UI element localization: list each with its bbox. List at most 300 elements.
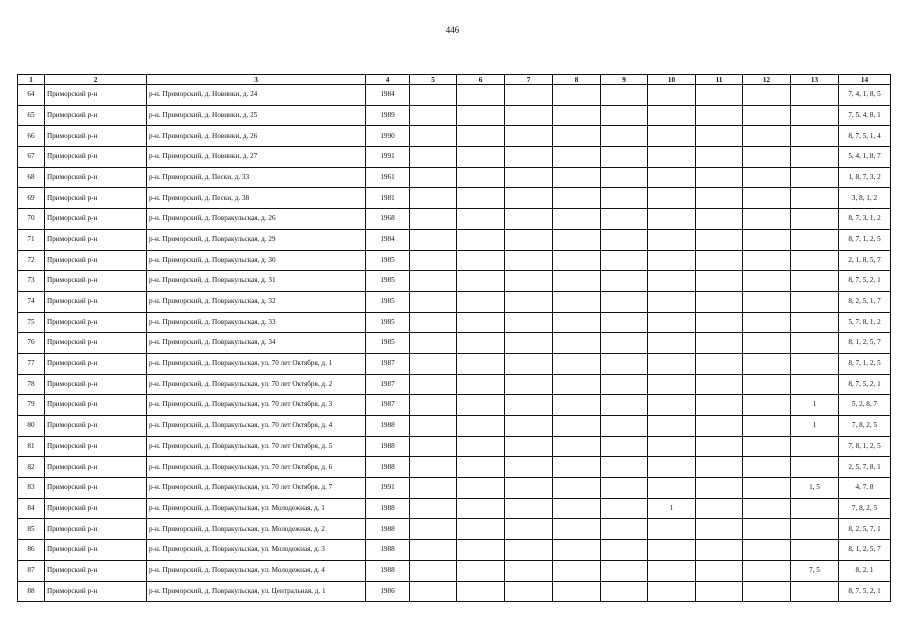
column-10-cell (648, 105, 696, 126)
district-cell: Приморский р-н (45, 560, 147, 581)
address-cell: р-н. Приморский, д. Пески, д. 33 (147, 167, 366, 188)
column-5-cell (410, 333, 457, 354)
district-cell: Приморский р-н (45, 312, 147, 333)
column-7-cell (505, 395, 553, 416)
column-9-cell (601, 250, 648, 271)
column-11-cell (696, 416, 743, 437)
column-14-cell: 8, 7, 5, 2, 1 (839, 271, 891, 292)
column-5-cell (410, 540, 457, 561)
row-number-cell: 71 (18, 229, 45, 250)
row-number-cell: 73 (18, 271, 45, 292)
address-cell: р-н. Приморский, д. Повракульская, д. 29 (147, 229, 366, 250)
column-5-cell (410, 271, 457, 292)
column-5-cell (410, 498, 457, 519)
column-14-cell: 8, 2, 1 (839, 560, 891, 581)
column-5-cell (410, 126, 457, 147)
year-cell: 1988 (366, 498, 410, 519)
column-11-cell (696, 581, 743, 602)
table-row (18, 229, 891, 250)
year-cell: 1987 (366, 374, 410, 395)
district-cell: Приморский р-н (45, 167, 147, 188)
column-11-cell (696, 519, 743, 540)
column-14-cell: 5, 4, 1, 8, 7 (839, 147, 891, 168)
column-12-cell (743, 395, 791, 416)
district-cell: Приморский р-н (45, 436, 147, 457)
district-cell: Приморский р-н (45, 147, 147, 168)
year-cell: 1988 (366, 436, 410, 457)
column-6-cell (457, 498, 505, 519)
district-cell: Приморский р-н (45, 353, 147, 374)
column-11-cell (696, 457, 743, 478)
column-8-cell (553, 436, 601, 457)
column-12-cell (743, 167, 791, 188)
address-cell: р-н. Приморский, д. Новинки, д. 26 (147, 126, 366, 147)
column-9-cell (601, 85, 648, 106)
column-header: 7 (505, 75, 553, 85)
column-10-cell (648, 333, 696, 354)
column-11-cell (696, 85, 743, 106)
column-9-cell (601, 312, 648, 333)
column-6-cell (457, 105, 505, 126)
table-row (18, 395, 891, 416)
district-cell: Приморский р-н (45, 581, 147, 602)
column-6-cell (457, 85, 505, 106)
column-5-cell (410, 209, 457, 230)
column-10-cell (648, 209, 696, 230)
column-8-cell (553, 105, 601, 126)
column-6-cell (457, 395, 505, 416)
district-cell: Приморский р-н (45, 395, 147, 416)
column-6-cell (457, 271, 505, 292)
column-8-cell (553, 271, 601, 292)
column-6-cell (457, 147, 505, 168)
year-cell: 1984 (366, 229, 410, 250)
address-cell: р-н. Приморский, д. Новинки, д. 27 (147, 147, 366, 168)
column-11-cell (696, 395, 743, 416)
row-number-cell: 87 (18, 560, 45, 581)
table-row (18, 519, 891, 540)
column-header: 6 (457, 75, 505, 85)
column-7-cell (505, 188, 553, 209)
row-number-cell: 74 (18, 291, 45, 312)
column-5-cell (410, 519, 457, 540)
column-5-cell (410, 250, 457, 271)
address-cell: р-н. Приморский, д. Повракульская, ул. Центральная, д. 1 (147, 581, 366, 602)
address-cell: р-н. Приморский, д. Повракульская, ул. Молодежная, д. 3 (147, 540, 366, 561)
district-cell: Приморский р-н (45, 540, 147, 561)
column-8-cell (553, 250, 601, 271)
column-9-cell (601, 374, 648, 395)
column-13-cell (791, 105, 839, 126)
column-8-cell (553, 353, 601, 374)
column-12-cell (743, 229, 791, 250)
column-6-cell (457, 209, 505, 230)
row-number-cell: 85 (18, 519, 45, 540)
row-number-cell: 83 (18, 478, 45, 499)
column-7-cell (505, 229, 553, 250)
row-number-cell: 65 (18, 105, 45, 126)
year-cell: 1985 (366, 312, 410, 333)
year-cell: 1990 (366, 126, 410, 147)
address-cell: р-н. Приморский, д. Повракульская, ул. 70 лет Октября, д. 6 (147, 457, 366, 478)
column-9-cell (601, 147, 648, 168)
column-6-cell (457, 478, 505, 499)
column-5-cell (410, 105, 457, 126)
column-8-cell (553, 519, 601, 540)
column-7-cell (505, 498, 553, 519)
column-14-cell: 8, 2, 5, 7, 1 (839, 519, 891, 540)
column-5-cell (410, 416, 457, 437)
column-7-cell (505, 105, 553, 126)
column-14-cell: 7, 4, 1, 8, 5 (839, 85, 891, 106)
table-row (18, 540, 891, 561)
column-12-cell (743, 353, 791, 374)
column-5-cell (410, 353, 457, 374)
address-cell: р-н. Приморский, д. Повракульская, ул. 70 лет Октября, д. 5 (147, 436, 366, 457)
column-10-cell (648, 457, 696, 478)
column-7-cell (505, 85, 553, 106)
column-13-cell (791, 126, 839, 147)
column-13-cell (791, 333, 839, 354)
column-6-cell (457, 374, 505, 395)
column-13-cell (791, 519, 839, 540)
year-cell: 1988 (366, 416, 410, 437)
column-5-cell (410, 147, 457, 168)
column-6-cell (457, 519, 505, 540)
column-5-cell (410, 457, 457, 478)
district-cell: Приморский р-н (45, 478, 147, 499)
column-9-cell (601, 209, 648, 230)
row-number-cell: 81 (18, 436, 45, 457)
column-11-cell (696, 312, 743, 333)
column-8-cell (553, 147, 601, 168)
column-13-cell: 7, 5 (791, 560, 839, 581)
column-13-cell (791, 229, 839, 250)
row-number-cell: 80 (18, 416, 45, 437)
column-14-cell: 8, 7, 5, 2, 1 (839, 374, 891, 395)
column-7-cell (505, 126, 553, 147)
table-row (18, 250, 891, 271)
district-cell: Приморский р-н (45, 333, 147, 354)
row-number-cell: 64 (18, 85, 45, 106)
address-cell: р-н. Приморский, д. Повракульская, ул. 70 лет Октября, д. 4 (147, 416, 366, 437)
column-9-cell (601, 167, 648, 188)
column-9-cell (601, 436, 648, 457)
address-cell: р-н. Приморский, д. Повракульская, ул. Молодежная, д. 4 (147, 560, 366, 581)
column-14-cell: 8, 1, 2, 5, 7 (839, 540, 891, 561)
table-row (18, 271, 891, 292)
column-header: 11 (696, 75, 743, 85)
table-row (18, 312, 891, 333)
table-row (18, 85, 891, 106)
year-cell: 1985 (366, 333, 410, 354)
column-8-cell (553, 416, 601, 437)
column-10-cell (648, 374, 696, 395)
column-8-cell (553, 167, 601, 188)
column-12-cell (743, 478, 791, 499)
column-10-cell (648, 126, 696, 147)
column-14-cell: 8, 1, 2, 5, 7 (839, 333, 891, 354)
column-14-cell: 8, 7, 1, 2, 5 (839, 229, 891, 250)
column-7-cell (505, 436, 553, 457)
column-14-cell: 2, 5, 7, 8, 1 (839, 457, 891, 478)
year-cell: 1991 (366, 478, 410, 499)
year-cell: 1985 (366, 291, 410, 312)
column-5-cell (410, 478, 457, 499)
column-header: 14 (839, 75, 891, 85)
column-12-cell (743, 312, 791, 333)
column-12-cell (743, 188, 791, 209)
column-14-cell: 3, 8, 1, 2 (839, 188, 891, 209)
column-7-cell (505, 353, 553, 374)
column-6-cell (457, 540, 505, 561)
column-9-cell (601, 560, 648, 581)
district-cell: Приморский р-н (45, 374, 147, 395)
column-7-cell (505, 271, 553, 292)
column-13-cell (791, 188, 839, 209)
column-5-cell (410, 312, 457, 333)
district-cell: Приморский р-н (45, 105, 147, 126)
row-number-cell: 79 (18, 395, 45, 416)
column-14-cell: 5, 7, 8, 1, 2 (839, 312, 891, 333)
column-13-cell (791, 250, 839, 271)
column-12-cell (743, 126, 791, 147)
column-9-cell (601, 105, 648, 126)
year-cell: 1988 (366, 540, 410, 561)
column-9-cell (601, 395, 648, 416)
column-14-cell: 7, 8, 2, 5 (839, 498, 891, 519)
column-header: 3 (147, 75, 366, 85)
column-10-cell (648, 416, 696, 437)
column-11-cell (696, 374, 743, 395)
column-5-cell (410, 560, 457, 581)
address-cell: р-н. Приморский, д. Повракульская, ул. 70 лет Октября, д. 2 (147, 374, 366, 395)
column-13-cell (791, 209, 839, 230)
row-number-cell: 76 (18, 333, 45, 354)
column-7-cell (505, 250, 553, 271)
column-14-cell: 7, 5, 4, 8, 1 (839, 105, 891, 126)
column-14-cell: 8, 7, 5, 2, 1 (839, 581, 891, 602)
column-10-cell (648, 312, 696, 333)
column-11-cell (696, 209, 743, 230)
address-cell: р-н. Приморский, д. Пески, д. 38 (147, 188, 366, 209)
column-13-cell (791, 85, 839, 106)
column-10-cell (648, 291, 696, 312)
column-header: 5 (410, 75, 457, 85)
table-row (18, 167, 891, 188)
table-row (18, 581, 891, 602)
column-8-cell (553, 478, 601, 499)
address-cell: р-н. Приморский, д. Повракульская, д. 33 (147, 312, 366, 333)
row-number-cell: 78 (18, 374, 45, 395)
column-11-cell (696, 498, 743, 519)
column-6-cell (457, 353, 505, 374)
column-13-cell (791, 147, 839, 168)
column-13-cell (791, 374, 839, 395)
column-13-cell (791, 581, 839, 602)
year-cell: 1984 (366, 85, 410, 106)
column-11-cell (696, 560, 743, 581)
column-8-cell (553, 333, 601, 354)
row-number-cell: 70 (18, 209, 45, 230)
column-10-cell: 1 (648, 498, 696, 519)
column-12-cell (743, 291, 791, 312)
column-header: 12 (743, 75, 791, 85)
year-cell: 1961 (366, 167, 410, 188)
column-14-cell: 8, 7, 1, 2, 5 (839, 353, 891, 374)
column-8-cell (553, 457, 601, 478)
column-7-cell (505, 333, 553, 354)
row-number-cell: 75 (18, 312, 45, 333)
district-cell: Приморский р-н (45, 519, 147, 540)
column-14-cell: 8, 2, 5, 1, 7 (839, 291, 891, 312)
address-cell: р-н. Приморский, д. Повракульская, д. 34 (147, 333, 366, 354)
table-row (18, 374, 891, 395)
column-6-cell (457, 188, 505, 209)
column-8-cell (553, 581, 601, 602)
table-row (18, 498, 891, 519)
row-number-cell: 86 (18, 540, 45, 561)
column-10-cell (648, 271, 696, 292)
district-cell: Приморский р-н (45, 126, 147, 147)
column-10-cell (648, 188, 696, 209)
column-5-cell (410, 374, 457, 395)
row-number-cell: 67 (18, 147, 45, 168)
table-row (18, 147, 891, 168)
column-11-cell (696, 353, 743, 374)
column-13-cell (791, 457, 839, 478)
column-11-cell (696, 167, 743, 188)
address-cell: р-н. Приморский, д. Повракульская, д. 31 (147, 271, 366, 292)
column-14-cell: 5, 2, 8, 7 (839, 395, 891, 416)
column-12-cell (743, 581, 791, 602)
column-10-cell (648, 478, 696, 499)
table-row (18, 436, 891, 457)
column-13-cell (791, 436, 839, 457)
table-row (18, 353, 891, 374)
year-cell: 1985 (366, 271, 410, 292)
year-cell: 1968 (366, 209, 410, 230)
table-row (18, 126, 891, 147)
column-8-cell (553, 291, 601, 312)
column-header: 4 (366, 75, 410, 85)
column-9-cell (601, 188, 648, 209)
column-10-cell (648, 353, 696, 374)
column-8-cell (553, 374, 601, 395)
column-12-cell (743, 498, 791, 519)
column-8-cell (553, 85, 601, 106)
address-cell: р-н. Приморский, д. Повракульская, д. 26 (147, 209, 366, 230)
column-6-cell (457, 560, 505, 581)
column-header: 2 (45, 75, 147, 85)
column-8-cell (553, 498, 601, 519)
column-9-cell (601, 540, 648, 561)
row-number-cell: 68 (18, 167, 45, 188)
column-header: 10 (648, 75, 696, 85)
column-9-cell (601, 333, 648, 354)
column-7-cell (505, 374, 553, 395)
column-9-cell (601, 353, 648, 374)
district-cell: Приморский р-н (45, 229, 147, 250)
column-8-cell (553, 312, 601, 333)
column-6-cell (457, 291, 505, 312)
column-11-cell (696, 188, 743, 209)
column-11-cell (696, 436, 743, 457)
column-7-cell (505, 209, 553, 230)
column-5-cell (410, 167, 457, 188)
column-13-cell (791, 540, 839, 561)
address-cell: р-н. Приморский, д. Повракульская, ул. Молодежная, д. 2 (147, 519, 366, 540)
column-14-cell: 4, 7, 8 (839, 478, 891, 499)
column-14-cell: 8, 7, 5, 1, 4 (839, 126, 891, 147)
address-cell: р-н. Приморский, д. Повракульская, д. 32 (147, 291, 366, 312)
column-7-cell (505, 478, 553, 499)
column-8-cell (553, 188, 601, 209)
column-12-cell (743, 560, 791, 581)
column-7-cell (505, 167, 553, 188)
column-10-cell (648, 581, 696, 602)
column-13-cell: 1 (791, 416, 839, 437)
column-7-cell (505, 416, 553, 437)
column-5-cell (410, 291, 457, 312)
column-8-cell (553, 209, 601, 230)
column-6-cell (457, 457, 505, 478)
column-header: 1 (18, 75, 45, 85)
column-10-cell (648, 85, 696, 106)
column-11-cell (696, 229, 743, 250)
row-number-cell: 66 (18, 126, 45, 147)
year-cell: 1986 (366, 581, 410, 602)
column-10-cell (648, 250, 696, 271)
column-11-cell (696, 333, 743, 354)
column-13-cell (791, 312, 839, 333)
table-row (18, 188, 891, 209)
column-11-cell (696, 126, 743, 147)
district-cell: Приморский р-н (45, 271, 147, 292)
column-12-cell (743, 374, 791, 395)
column-13-cell (791, 498, 839, 519)
column-12-cell (743, 540, 791, 561)
column-12-cell (743, 250, 791, 271)
district-cell: Приморский р-н (45, 457, 147, 478)
column-12-cell (743, 519, 791, 540)
district-cell: Приморский р-н (45, 416, 147, 437)
row-number-cell: 88 (18, 581, 45, 602)
column-header: 13 (791, 75, 839, 85)
page-number: 446 (445, 25, 460, 35)
column-11-cell (696, 105, 743, 126)
column-5-cell (410, 188, 457, 209)
column-14-cell: 7, 8, 1, 2, 5 (839, 436, 891, 457)
column-11-cell (696, 250, 743, 271)
column-13-cell (791, 353, 839, 374)
year-cell: 1981 (366, 188, 410, 209)
column-12-cell (743, 147, 791, 168)
column-9-cell (601, 229, 648, 250)
column-11-cell (696, 478, 743, 499)
column-6-cell (457, 333, 505, 354)
column-10-cell (648, 147, 696, 168)
column-9-cell (601, 126, 648, 147)
address-cell: р-н. Приморский, д. Повракульская, д. 30 (147, 250, 366, 271)
table-row (18, 457, 891, 478)
year-cell: 1989 (366, 105, 410, 126)
column-6-cell (457, 126, 505, 147)
column-7-cell (505, 291, 553, 312)
column-7-cell (505, 147, 553, 168)
table-row (18, 291, 891, 312)
address-cell: р-н. Приморский, д. Повракульская, ул. 70 лет Октября, д. 1 (147, 353, 366, 374)
